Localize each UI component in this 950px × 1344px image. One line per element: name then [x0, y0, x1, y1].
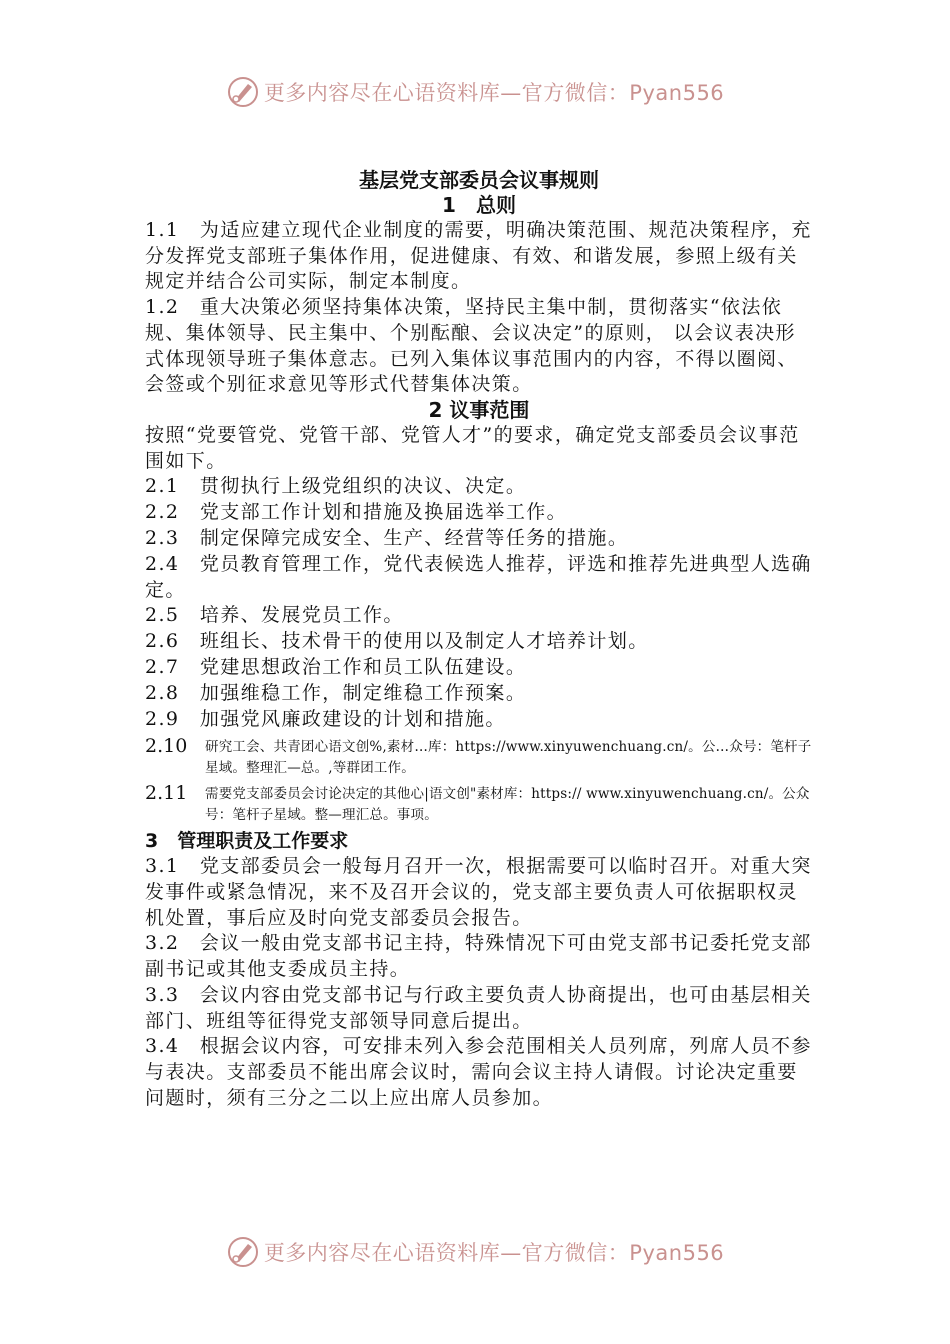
paragraph: 3.2 会议一般由党支部书记主持，特殊情况下可由党支部书记委托党支部副书记或其他支委成员主持。	[145, 932, 812, 981]
paragraph: 3.1 党支部委员会一般每月召开一次，根据需要可以临时召开。对重大突发事件或紧急情况，来不及召开会议的，党支部主要负责人可依据职权灵机处置，事后应及时向党支部委员会报告。	[145, 855, 812, 929]
list-item: 2.2 党支部工作计划和措施及换届选举工作。	[145, 501, 568, 524]
paragraph: 1.1 为适应建立现代企业制度的需要，明确决策范围、规范决策程序，充分发挥党支部班子集体作用，促进健康、有效、和谐发展，参照上级有关规定并结合公司实际，制定本制度。	[145, 219, 812, 293]
list-item	[145, 782, 813, 826]
list-item: 2.1 贯彻执行上级党组织的决议、决定。	[145, 475, 527, 498]
list-item: 2.9 加强党风廉政建设的计划和措施。	[145, 707, 506, 730]
document-body	[145, 168, 813, 1111]
watermark-banner-top	[0, 72, 950, 112]
list-item: 2.4 党员教育管理工作，党代表候选人推荐，评选和推荐先进典型人选确定。	[145, 552, 812, 601]
pen-nib-seal-icon	[226, 75, 260, 109]
paragraph: 3.3 会议内容由党支部书记与行政主要负责人协商提出，也可由基层相关部门、班组等征得党支部领导同意后提出。	[145, 983, 812, 1032]
list-item: 2.3 制定保障完成安全、生产、经营等任务的措施。	[145, 526, 629, 549]
watermark-text: 更多内容尽在心语资料库—官方微信：Pyan556	[263, 1241, 725, 1265]
watermark-text: 更多内容尽在心语资料库—官方微信：Pyan556	[263, 81, 725, 105]
item-number: 2.11	[145, 782, 188, 805]
section-heading: 1 总则	[442, 193, 516, 217]
paragraph: 3.4 根据会议内容，可安排未列入参会范围相关人员列席，列席人员不参与表决。支部委员不能出席会议时，需向会议主持人请假。讨论决定重要问题时，须有三分之二以上应出席人员参加。	[145, 1035, 812, 1109]
list-item: 2.7 党建思想政治工作和员工队伍建设。	[145, 655, 527, 678]
list-item: 2.8 加强维稳工作，制定维稳工作预案。	[145, 681, 527, 704]
item-text: 研究工会、共青团心语文创%,素材…库：https://www.xinyuwenchuang.cn/。公…众号：笔杆子星域。整理汇—总。,等群团工作。	[205, 739, 812, 777]
watermark-banner-bottom	[0, 1232, 950, 1272]
section-heading: 3 管理职责及工作要求	[145, 830, 349, 853]
paragraph: 按照“党要管党、党管干部、党管人才”的要求，确定党支部委员会议事范围如下。	[145, 423, 800, 472]
document-title: 基层党支部委员会议事规则	[359, 168, 599, 192]
list-item	[145, 735, 813, 779]
pen-nib-seal-icon	[226, 1235, 260, 1269]
list-item: 2.6 班组长、技术骨干的使用以及制定人才培养计划。	[145, 630, 649, 653]
paragraph: 1.2 重大决策必须坚持集体决策，坚持民主集中制，贯彻落实“依法依规、集体领导、民主集中、个别酝酿、会议决定”的原则， 以会议表决形式体现领导班子集体意志。已列入集体议事范围内的内容，不得以圈阅、会签或个别征求意见等形式代替集体决策。	[145, 296, 798, 396]
list-item: 2.5 培养、发展党员工作。	[145, 604, 404, 627]
item-number: 2.10	[145, 735, 188, 758]
item-text: 需要党支部委员会讨论决定的其他心|语文创"素材库：https:// www.xinyuwenchuang.cn/。公众号：笔杆子星域。整—理汇总。事项。	[205, 786, 810, 824]
section-heading: 2 议事范围	[428, 397, 530, 422]
